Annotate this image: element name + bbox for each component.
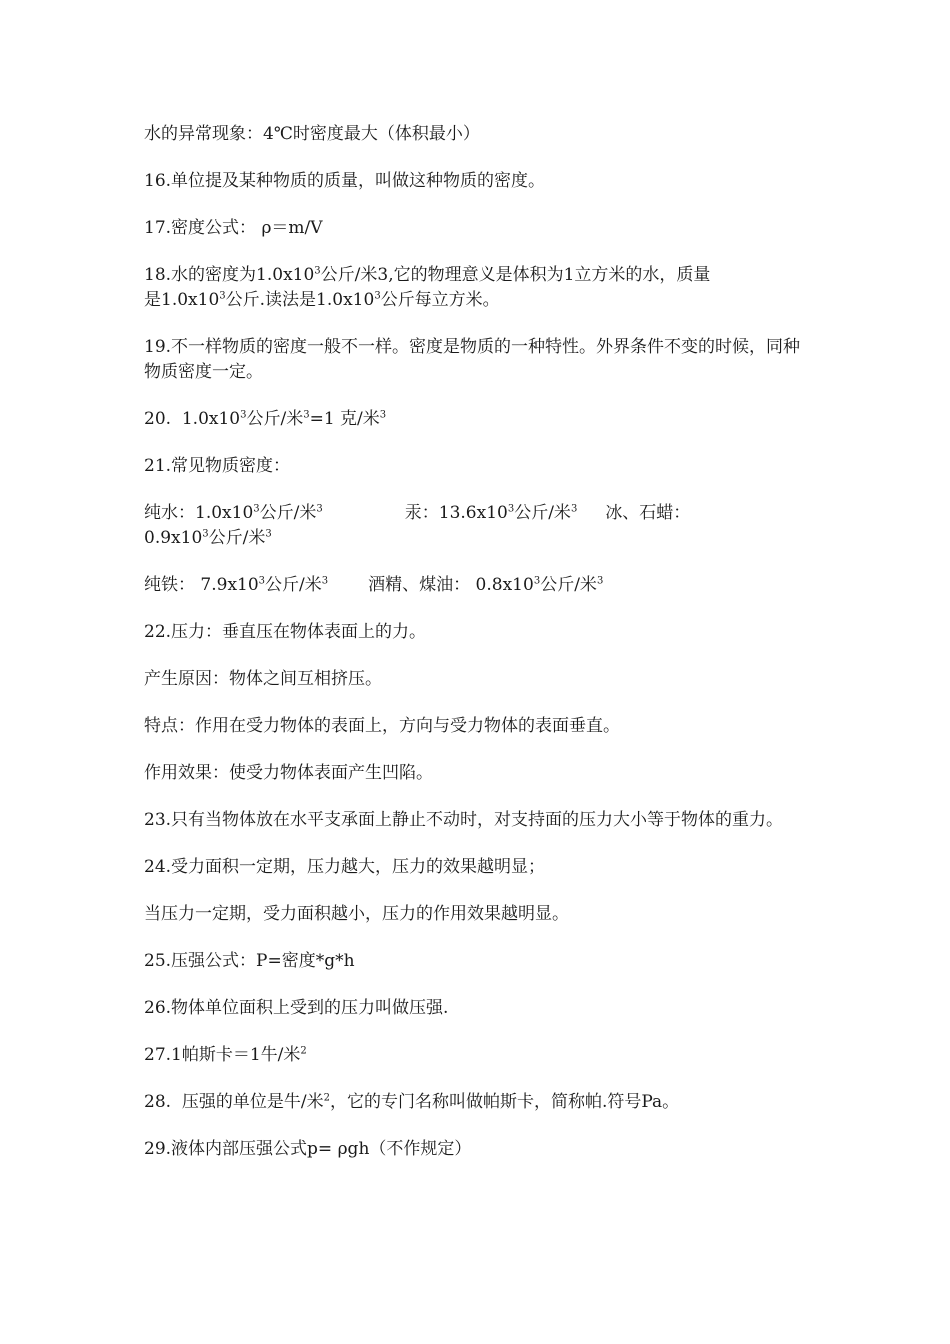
- density-row-2: [144, 573, 814, 598]
- item-19: 19.不一样物质的密度一般不一样。密度是物质的一种特性。外界条件不变的时候，同种物质密度一定。: [144, 337, 801, 382]
- pressure-cause: 产生原因：物体之间互相挤压。: [144, 669, 382, 689]
- item-21: 21.常见物质密度：: [144, 456, 291, 476]
- item-29: 29.液体内部压强公式p= ρgh（不作规定）: [144, 1139, 472, 1159]
- mercury-density: 汞：$13.6x10^3$公斤/米$^3$: [404, 503, 578, 523]
- item-25: 25.压强公式：P=密度*g*h: [144, 951, 355, 971]
- pressure-effect: 作用效果：使受力物体表面产生凹陷。: [144, 763, 433, 783]
- item-17: 17.密度公式： ρ＝m/V: [144, 218, 323, 238]
- density-row-1: [144, 501, 814, 551]
- item-24-continued: 当压力一定期，受力面积越小，压力的作用效果越明显。: [144, 904, 569, 924]
- item-26: 26.物体单位面积上受到的压力叫做压强.: [144, 998, 449, 1018]
- alcohol-density: 酒精、煤油： $0.8x10^3$公斤/米$^3$: [368, 575, 604, 595]
- item-27: 27.1帕斯卡＝1牛/米$^2$: [144, 1045, 307, 1065]
- item-16: 16.单位提及某种物质的质量，叫做这种物质的密度。: [144, 171, 546, 191]
- water-density: 纯水：$1.0x10^3$公斤/米$^3$: [144, 503, 323, 523]
- item-24: 24.受力面积一定期，压力越大，压力的效果越明显；: [144, 857, 546, 877]
- item-18: 18.水的密度为$1.0x10^3$公斤/米3,它的物理意义是体积为1立方米的水，质量 是$1.0x10^3$公斤.读法是$1.0x10^3$公斤每立方米。: [144, 265, 711, 310]
- item-20: 20. $1.0x10^3$公斤/米$^3$=1 克/米$^3$: [144, 409, 387, 429]
- iron-density: 纯铁： $7.9x10^3$公斤/米$^3$: [144, 575, 329, 595]
- water-anomaly-line: 水的异常现象：4℃时密度最大（体积最小）: [144, 124, 480, 144]
- document-page: [144, 122, 814, 1184]
- ice-wax-density: 冰、石蜡： $0.9x10^3$公斤/米$^3$: [144, 503, 691, 548]
- item-22: 22.压力：垂直压在物体表面上的力。: [144, 622, 427, 642]
- pressure-feature: 特点：作用在受力物体的表面上，方向与受力物体的表面垂直。: [144, 716, 620, 736]
- item-28: 28. 压强的单位是牛/米$^2$，它的专门名称叫做帕斯卡，简称帕.符号Pa。: [144, 1092, 680, 1112]
- item-23: 23.只有当物体放在水平支承面上静止不动时，对支持面的压力大小等于物体的重力。: [144, 810, 784, 830]
